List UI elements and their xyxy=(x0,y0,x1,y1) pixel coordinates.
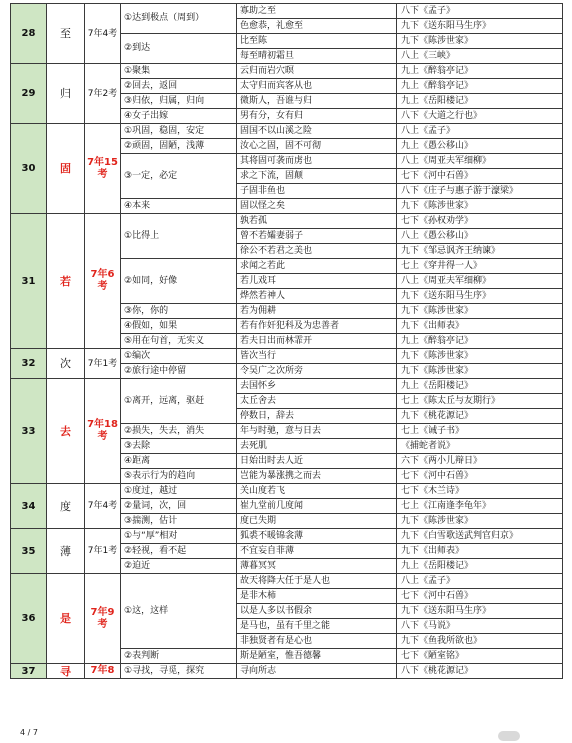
exam-frequency: 7年1考 xyxy=(85,529,121,574)
example-source: 七下《木兰诗》 xyxy=(397,484,563,499)
example-sentence: 年与时驰，意与日去 xyxy=(237,424,397,439)
example-source: 八上《周亚夫军细柳》 xyxy=(397,154,563,169)
example-source: 九下《出师表》 xyxy=(397,544,563,559)
watermark-logo xyxy=(498,731,520,741)
example-sentence: 男有分，女有归 xyxy=(237,109,397,124)
sense-definition: ②损失，失去，消失 xyxy=(121,424,237,439)
example-sentence: 皆次当行 xyxy=(237,349,397,364)
entry-number: 30 xyxy=(11,124,47,214)
entry-number: 36 xyxy=(11,574,47,664)
exam-frequency: 7年2考 xyxy=(85,64,121,124)
example-source: 六下《两小儿辩日》 xyxy=(397,454,563,469)
example-sentence: 其将固可袭而虏也 xyxy=(237,154,397,169)
sense-definition: ②到达 xyxy=(121,34,237,64)
example-source: 九下《出师表》 xyxy=(397,319,563,334)
example-sentence: 去国怀乡 xyxy=(237,379,397,394)
entry-character: 若 xyxy=(47,214,85,349)
example-sentence: 太守归而宾客从也 xyxy=(237,79,397,94)
example-sentence: 色愈恭，礼愈至 xyxy=(237,19,397,34)
sense-definition: ②如同，好像 xyxy=(121,259,237,304)
sense-definition: ②量词，次，回 xyxy=(121,499,237,514)
sense-definition: ③揣测，估计 xyxy=(121,514,237,529)
example-sentence: 太丘舍去 xyxy=(237,394,397,409)
entry-number: 37 xyxy=(11,664,47,679)
example-source: 七上《穿井得一人》 xyxy=(397,259,563,274)
example-source: 九上《岳阳楼记》 xyxy=(397,379,563,394)
example-source: 八上《周亚夫军细柳》 xyxy=(397,274,563,289)
example-sentence: 度已失期 xyxy=(237,514,397,529)
example-source: 九下《陈涉世家》 xyxy=(397,199,563,214)
example-sentence: 去死肌 xyxy=(237,439,397,454)
example-sentence: 若儿戏耳 xyxy=(237,274,397,289)
example-sentence: 是马也，虽有千里之能 xyxy=(237,619,397,634)
example-sentence: 斯是陋室，惟吾德馨 xyxy=(237,649,397,664)
sense-definition: ①比得上 xyxy=(121,214,237,259)
table-body xyxy=(11,4,563,679)
example-sentence: 令吴广之次所旁 xyxy=(237,364,397,379)
exam-frequency: 7年15考 xyxy=(85,124,121,214)
sense-definition: ④假如，如果 xyxy=(121,319,237,334)
example-source: 八上《三峡》 xyxy=(397,49,563,64)
exam-frequency: 7年9考 xyxy=(85,574,121,664)
entry-character: 度 xyxy=(47,484,85,529)
table-row xyxy=(11,574,563,589)
exam-frequency: 7年6考 xyxy=(85,214,121,349)
example-sentence: 烨然若神人 xyxy=(237,289,397,304)
entry-number: 32 xyxy=(11,349,47,379)
example-source: 九下《送东阳马生序》 xyxy=(397,604,563,619)
sense-definition: ①寻找，寻觅，探究 xyxy=(121,664,237,679)
example-source: 八下《孟子》 xyxy=(397,4,563,19)
entry-number: 29 xyxy=(11,64,47,124)
example-sentence: 云归而岩穴暝 xyxy=(237,64,397,79)
sense-definition: ①这，这样 xyxy=(121,574,237,649)
example-source: 九下《送东阳马生序》 xyxy=(397,289,563,304)
sense-definition: ④距离 xyxy=(121,454,237,469)
sense-definition: ②迫近 xyxy=(121,559,237,574)
example-source: 八下《马说》 xyxy=(397,619,563,634)
table-row xyxy=(11,124,563,139)
example-source: 九上《醉翁亭记》 xyxy=(397,334,563,349)
vocabulary-table xyxy=(10,3,563,679)
example-source: 九下《桃花源记》 xyxy=(397,409,563,424)
example-source: 九上《醉翁亭记》 xyxy=(397,79,563,94)
sense-definition: ③一定，必定 xyxy=(121,154,237,199)
example-source: 七上《江南逢李龟年》 xyxy=(397,499,563,514)
example-sentence: 比至陈 xyxy=(237,34,397,49)
example-source: 八下《桃花源记》 xyxy=(397,664,563,679)
example-sentence: 每至晴初霜旦 xyxy=(237,49,397,64)
example-source: 九上《愚公移山》 xyxy=(397,139,563,154)
table-row xyxy=(11,379,563,394)
example-sentence: 曾不若孀妻弱子 xyxy=(237,229,397,244)
sense-definition: ③你，你的 xyxy=(121,304,237,319)
example-source: 八上《愚公移山》 xyxy=(397,229,563,244)
example-source: 八下《大道之行也》 xyxy=(397,109,563,124)
example-source: 七下《河中石兽》 xyxy=(397,469,563,484)
example-source: 八上《孟子》 xyxy=(397,574,563,589)
example-sentence: 寻向所志 xyxy=(237,664,397,679)
example-sentence: 故天将降大任于是人也 xyxy=(237,574,397,589)
table-row xyxy=(11,529,563,544)
example-sentence: 薄暮冥冥 xyxy=(237,559,397,574)
example-sentence: 日始出时去人近 xyxy=(237,454,397,469)
entry-character: 寻 xyxy=(47,664,85,679)
example-sentence: 狐裘不暖锦衾薄 xyxy=(237,529,397,544)
entry-number: 35 xyxy=(11,529,47,574)
example-sentence: 以是人多以书假余 xyxy=(237,604,397,619)
example-source: 九上《岳阳楼记》 xyxy=(397,94,563,109)
sense-definition: ⑤表示行为的趋向 xyxy=(121,469,237,484)
example-sentence: 微斯人，吾谁与归 xyxy=(237,94,397,109)
example-sentence: 求之下流，固颠 xyxy=(237,169,397,184)
table-row xyxy=(11,4,563,19)
sense-definition: ①度过，越过 xyxy=(121,484,237,499)
entry-character: 次 xyxy=(47,349,85,379)
example-sentence: 固以怪之矣 xyxy=(237,199,397,214)
example-source: 九下《陈涉世家》 xyxy=(397,34,563,49)
exam-frequency: 7年4考 xyxy=(85,484,121,529)
sense-definition: ②表判断 xyxy=(121,649,237,664)
sense-definition: ①巩固，稳固，安定 xyxy=(121,124,237,139)
example-sentence: 不宜妄自菲薄 xyxy=(237,544,397,559)
sense-definition: ②轻视，看不起 xyxy=(121,544,237,559)
sense-definition: ③去除 xyxy=(121,439,237,454)
example-sentence: 固国不以山溪之险 xyxy=(237,124,397,139)
sense-definition: ①达到极点（周到） xyxy=(121,4,237,34)
example-sentence: 若为佣耕 xyxy=(237,304,397,319)
example-sentence: 若夫日出而林霏开 xyxy=(237,334,397,349)
example-source: 八上《孟子》 xyxy=(397,124,563,139)
sense-definition: ②顽固，固陋，浅薄 xyxy=(121,139,237,154)
example-source: 九下《陈涉世家》 xyxy=(397,349,563,364)
sense-definition: ④女子出嫁 xyxy=(121,109,237,124)
sense-definition: ①聚集 xyxy=(121,64,237,79)
example-sentence: 关山度若飞 xyxy=(237,484,397,499)
example-sentence: 非独贤者有是心也 xyxy=(237,634,397,649)
exam-frequency: 7年18考 xyxy=(85,379,121,484)
table-row xyxy=(11,664,563,679)
table-row xyxy=(11,214,563,229)
sense-definition: ①与“厚”相对 xyxy=(121,529,237,544)
entry-character: 归 xyxy=(47,64,85,124)
example-source: 九下《邹忌讽齐王纳谏》 xyxy=(397,244,563,259)
example-sentence: 子固非鱼也 xyxy=(237,184,397,199)
example-source: 七上《诫子书》 xyxy=(397,424,563,439)
example-source: 七下《河中石兽》 xyxy=(397,169,563,184)
example-sentence: 崔九堂前几度闻 xyxy=(237,499,397,514)
example-source: 九下《鱼我所欲也》 xyxy=(397,634,563,649)
example-source: 九下《白雪歌送武判官归京》 xyxy=(397,529,563,544)
example-source: 七下《陋室铭》 xyxy=(397,649,563,664)
example-source: 九下《送东阳马生序》 xyxy=(397,19,563,34)
sense-definition: ③归依，归属，归向 xyxy=(121,94,237,109)
example-source: 七下《孙权劝学》 xyxy=(397,214,563,229)
entry-character: 是 xyxy=(47,574,85,664)
example-source: 七上《陈太丘与友期行》 xyxy=(397,394,563,409)
example-sentence: 是非木柿 xyxy=(237,589,397,604)
sense-definition: ①编次 xyxy=(121,349,237,364)
example-source: 九下《陈涉世家》 xyxy=(397,364,563,379)
sense-definition: ②回去，返回 xyxy=(121,79,237,94)
example-source: 九上《岳阳楼记》 xyxy=(397,559,563,574)
table-row xyxy=(11,484,563,499)
example-source: 七下《河中石兽》 xyxy=(397,589,563,604)
sense-definition: ①离开，远离，驱赶 xyxy=(121,379,237,424)
example-source: 八下《庄子与惠子游于濠梁》 xyxy=(397,184,563,199)
example-sentence: 汝心之固，固不可彻 xyxy=(237,139,397,154)
table-row xyxy=(11,64,563,79)
entry-character: 至 xyxy=(47,4,85,64)
exam-frequency: 7年4考 xyxy=(85,4,121,64)
exam-frequency: 7年1考 xyxy=(85,349,121,379)
example-sentence: 寡助之至 xyxy=(237,4,397,19)
example-sentence: 徐公不若君之美也 xyxy=(237,244,397,259)
example-sentence: 岂能为暴涨携之而去 xyxy=(237,469,397,484)
sense-definition: ②旅行途中停留 xyxy=(121,364,237,379)
sense-definition: ④本来 xyxy=(121,199,237,214)
page-number: 4 / 7 xyxy=(20,728,38,737)
example-source: 《捕蛇者说》 xyxy=(397,439,563,454)
entry-number: 33 xyxy=(11,379,47,484)
entry-number: 28 xyxy=(11,4,47,64)
example-sentence: 若有作奸犯科及为忠善者 xyxy=(237,319,397,334)
example-source: 九下《陈涉世家》 xyxy=(397,514,563,529)
table-row xyxy=(11,349,563,364)
entry-number: 31 xyxy=(11,214,47,349)
exam-frequency: 7年8 xyxy=(85,664,121,679)
sense-definition: ⑤用在句首，无实义 xyxy=(121,334,237,349)
entry-character: 薄 xyxy=(47,529,85,574)
example-sentence: 停数日，辞去 xyxy=(237,409,397,424)
example-source: 九下《陈涉世家》 xyxy=(397,304,563,319)
entry-character: 固 xyxy=(47,124,85,214)
entry-character: 去 xyxy=(47,379,85,484)
example-source: 九上《醉翁亭记》 xyxy=(397,64,563,79)
example-sentence: 求闻之若此 xyxy=(237,259,397,274)
entry-number: 34 xyxy=(11,484,47,529)
example-sentence: 孰若孤 xyxy=(237,214,397,229)
